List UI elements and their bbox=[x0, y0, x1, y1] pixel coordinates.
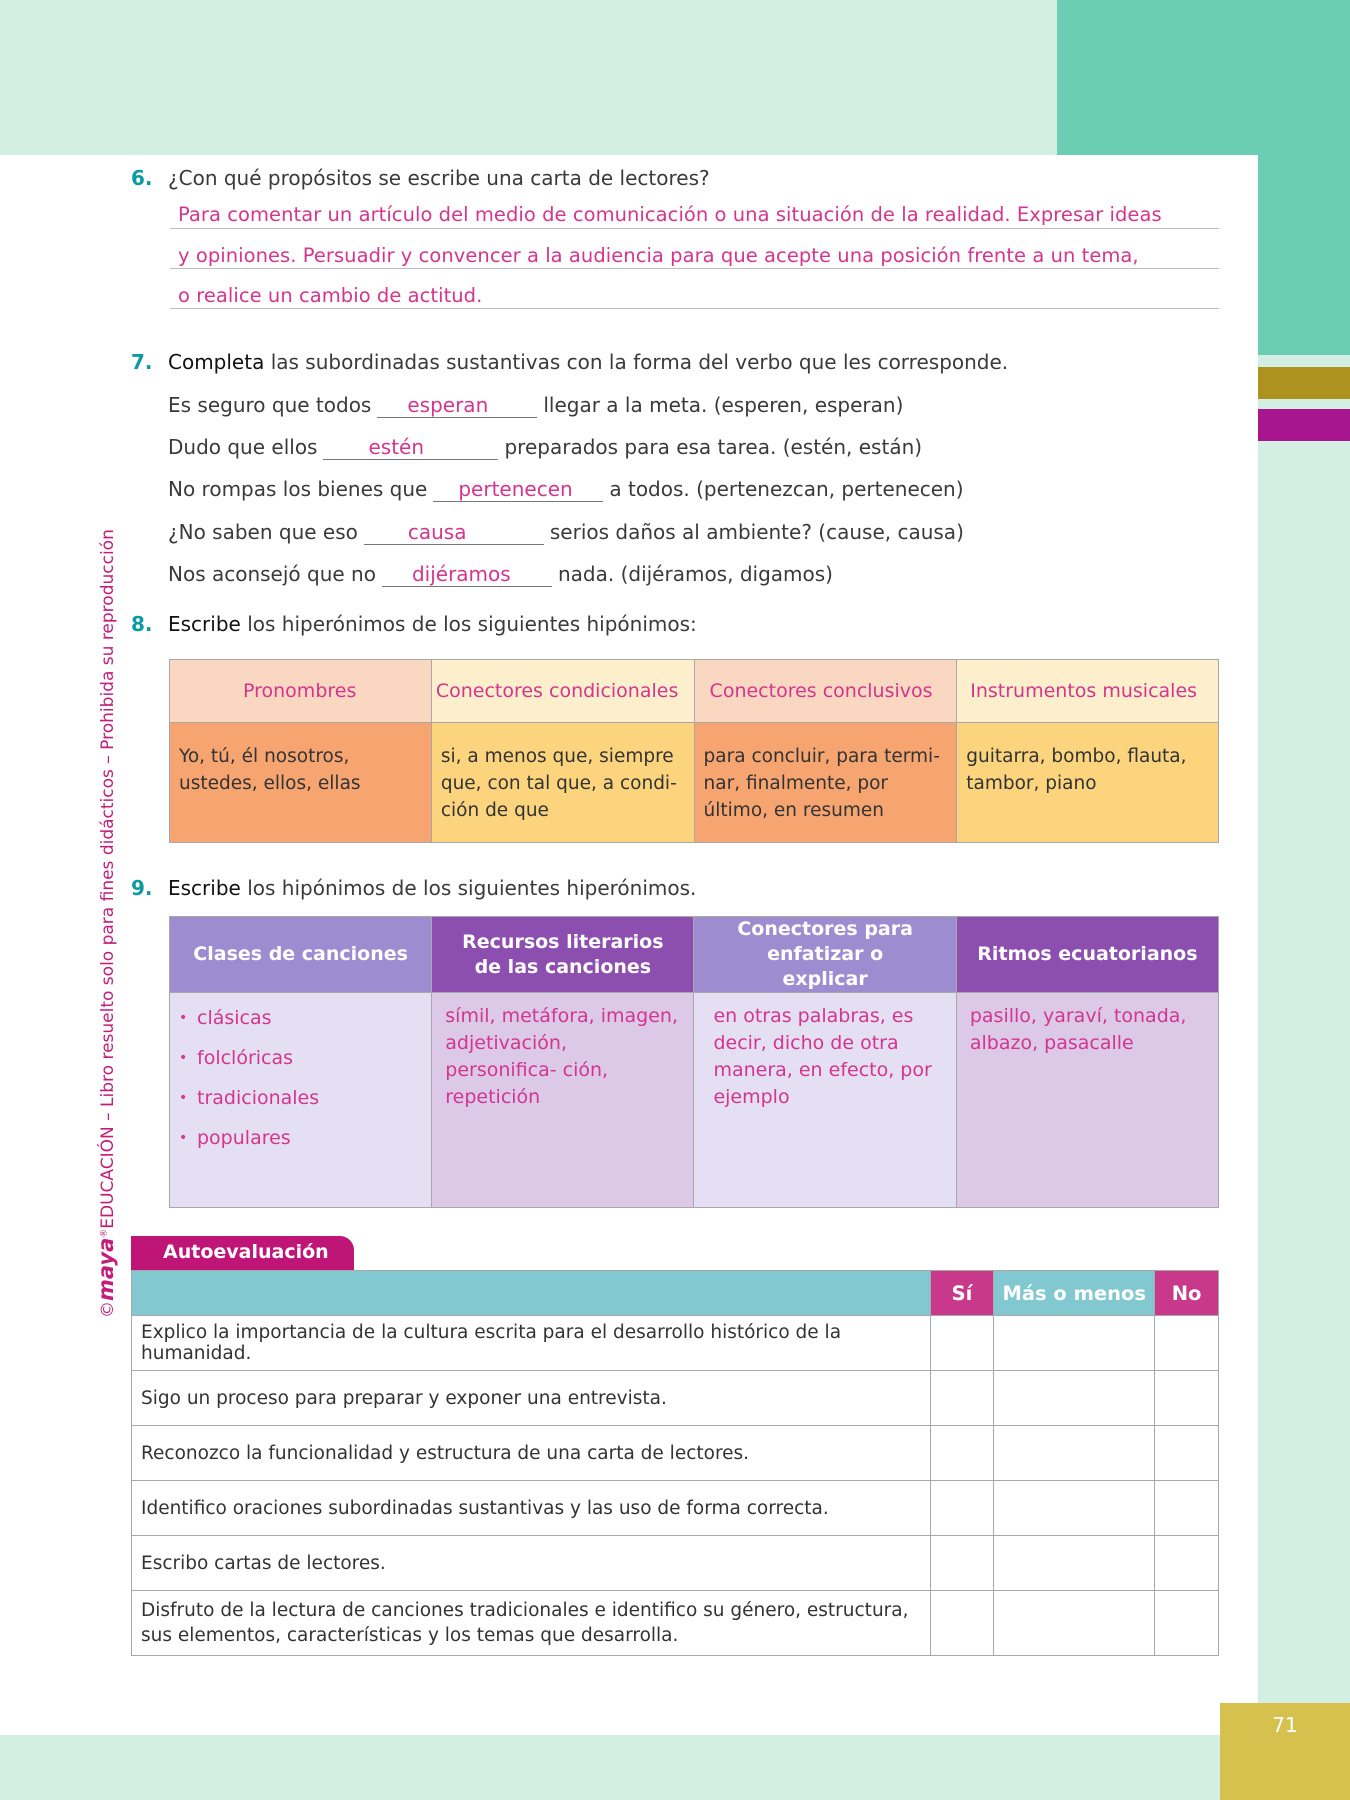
q7-item-before: No rompas los bienes que bbox=[168, 477, 428, 501]
q8-cell: para concluir, para termi- nar, finalmente, por último, en resumen bbox=[694, 723, 957, 843]
list-item bbox=[179, 1125, 419, 1165]
q8-cell: guitarra, bombo, flauta, tambor, piano bbox=[957, 723, 1219, 843]
checkbox-si[interactable] bbox=[930, 1481, 994, 1536]
q9-cell bbox=[170, 993, 432, 1208]
q6-answer-line-2: y opiniones. Persuadir y convencer a la audiencia para que acepte una posición frente a un tema, bbox=[178, 244, 1139, 267]
q9-instruction-text: los hipónimos de los siguientes hiperónimos. bbox=[247, 876, 697, 900]
q9-header-cell: Conectores para enfatizar o explicar bbox=[694, 917, 956, 993]
copyright-symbol: © bbox=[98, 1301, 118, 1318]
q8-header-cell: Instrumentos musicales bbox=[957, 660, 1219, 723]
table-row bbox=[132, 1536, 1219, 1591]
checkbox-no[interactable] bbox=[1155, 1371, 1219, 1426]
q7-item-after: preparados para esa tarea. (estén, están) bbox=[504, 435, 923, 459]
q7-item-after: llegar a la meta. (esperen, esperan) bbox=[543, 393, 904, 417]
checkbox-mas-o-menos[interactable] bbox=[994, 1481, 1155, 1536]
credit-text: EDUCACIÓN – Libro resuelto solo para fines didácticos – Prohibida su reproducción bbox=[98, 529, 118, 1229]
q8-cell: si, a menos que, siempre que, con tal que, a condi- ción de que bbox=[431, 723, 694, 843]
q6-question: ¿Con qué propósitos se escribe una carta de lectores? bbox=[168, 166, 710, 190]
q8-header-row bbox=[170, 660, 1219, 723]
criterion-text: Reconozco la funcionalidad y estructura de una carta de lectores. bbox=[132, 1426, 931, 1481]
q9-header-cell: Ritmos ecuatorianos bbox=[956, 917, 1218, 993]
q9-cell: símil, metáfora, imagen, adjetivación, personifica- ción, repetición bbox=[432, 993, 694, 1208]
q8-cell: Yo, tú, él nosotros, ustedes, ellos, ellas bbox=[170, 723, 432, 843]
q7-item-after: nada. (dijéramos, digamos) bbox=[557, 562, 833, 586]
table-row bbox=[132, 1316, 1219, 1371]
checkbox-no[interactable] bbox=[1155, 1536, 1219, 1591]
q7-item-answer: causa bbox=[364, 520, 544, 545]
q7-verb: Completa bbox=[168, 350, 265, 374]
table-row bbox=[132, 1591, 1219, 1656]
column-header-si: Sí bbox=[930, 1271, 994, 1316]
bullet-icon: • bbox=[179, 1050, 188, 1066]
list-item-text: folclóricas bbox=[197, 1047, 294, 1069]
q8-instruction-text: los hiperónimos de los siguientes hipónimos: bbox=[247, 612, 697, 636]
list-item-text: clásicas bbox=[197, 1007, 272, 1029]
checkbox-no[interactable] bbox=[1155, 1426, 1219, 1481]
checkbox-mas-o-menos[interactable] bbox=[994, 1591, 1155, 1656]
checkbox-si[interactable] bbox=[930, 1591, 994, 1656]
criterion-text: Escribo cartas de lectores. bbox=[132, 1536, 931, 1591]
q7-item-before: Es seguro que todos bbox=[168, 393, 372, 417]
q8-verb: Escribe bbox=[168, 612, 241, 636]
q9-verb: Escribe bbox=[168, 876, 241, 900]
brand-logo: maya bbox=[94, 1237, 118, 1301]
checkbox-no[interactable] bbox=[1155, 1316, 1219, 1371]
column-header-mas-o-menos: Más o menos bbox=[994, 1271, 1155, 1316]
q9-instruction bbox=[168, 876, 696, 900]
bullet-icon: • bbox=[179, 1090, 188, 1106]
column-header-no: No bbox=[1155, 1271, 1219, 1316]
list-item bbox=[179, 1085, 419, 1125]
criterion-text: Sigo un proceso para preparar y exponer una entrevista. bbox=[132, 1371, 931, 1426]
olive-tab bbox=[1258, 367, 1350, 399]
q8-header-cell: Conectores condicionales bbox=[431, 660, 694, 723]
autoevaluacion-table bbox=[131, 1270, 1219, 1656]
checkbox-mas-o-menos[interactable] bbox=[994, 1316, 1155, 1371]
q7-instruction-text: las subordinadas sustantivas con la forma del verbo que les corresponde. bbox=[270, 350, 1009, 374]
q7-item bbox=[168, 435, 922, 460]
q9-cell: en otras palabras, es decir, dicho de otra manera, en efecto, por ejemplo bbox=[694, 993, 956, 1208]
q9-number: 9. bbox=[131, 876, 153, 900]
list-item-text: tradicionales bbox=[197, 1087, 320, 1109]
q9-table bbox=[169, 916, 1219, 1208]
q9-cell: pasillo, yaraví, tonada, albazo, pasacalle bbox=[956, 993, 1218, 1208]
list-item-text: populares bbox=[197, 1127, 291, 1149]
q7-item-before: Dudo que ellos bbox=[168, 435, 318, 459]
q7-item-before: ¿No saben que eso bbox=[168, 520, 358, 544]
q7-item bbox=[168, 393, 903, 418]
q7-item-answer: dijéramos bbox=[382, 562, 552, 587]
bottom-band bbox=[0, 1735, 1350, 1800]
q6-answer-line-3: o realice un cambio de actitud. bbox=[178, 284, 483, 307]
q8-table bbox=[169, 659, 1219, 843]
autoevaluacion-header-row bbox=[132, 1271, 1219, 1316]
q7-item-after: serios daños al ambiente? (cause, causa) bbox=[549, 520, 964, 544]
q7-item-answer: esperan bbox=[377, 393, 537, 418]
q7-item-answer: estén bbox=[323, 435, 498, 460]
criterion-text: Disfruto de la lectura de canciones tradicionales e identifico su género, estructura, sus elementos, características y los temas que desarrolla. bbox=[132, 1591, 931, 1656]
checkbox-si[interactable] bbox=[930, 1316, 994, 1371]
criteria-header bbox=[132, 1271, 931, 1316]
q7-item bbox=[168, 520, 964, 545]
table-row bbox=[132, 1481, 1219, 1536]
q9-header-cell: Recursos literarios de las canciones bbox=[432, 917, 694, 993]
right-teal-tab bbox=[1258, 155, 1350, 355]
page-number: 71 bbox=[1220, 1703, 1350, 1800]
q7-instruction bbox=[168, 350, 1008, 374]
checkbox-mas-o-menos[interactable] bbox=[994, 1426, 1155, 1481]
q8-header-cell: Pronombres bbox=[170, 660, 432, 723]
q7-item-answer: pertenecen bbox=[433, 477, 603, 502]
q9-header-row bbox=[170, 917, 1219, 993]
criterion-text: Explico la importancia de la cultura escrita para el desarrollo histórico de la humanidad. bbox=[132, 1316, 931, 1371]
checkbox-no[interactable] bbox=[1155, 1481, 1219, 1536]
q9-body-row bbox=[170, 993, 1219, 1208]
list-item bbox=[179, 1005, 419, 1045]
q6-answer-line-1: Para comentar un artículo del medio de comunicación o una situación de la realidad. Expresar ideas bbox=[178, 203, 1162, 226]
checkbox-si[interactable] bbox=[930, 1371, 994, 1426]
bullet-icon: • bbox=[179, 1010, 188, 1026]
q7-item bbox=[168, 477, 964, 502]
checkbox-mas-o-menos[interactable] bbox=[994, 1371, 1155, 1426]
q8-header-cell: Conectores conclusivos bbox=[694, 660, 957, 723]
checkbox-si[interactable] bbox=[930, 1426, 994, 1481]
table-row bbox=[132, 1371, 1219, 1426]
q8-instruction bbox=[168, 612, 697, 636]
q9-header-cell: Clases de canciones bbox=[170, 917, 432, 993]
table-row bbox=[132, 1426, 1219, 1481]
q7-number: 7. bbox=[131, 350, 153, 374]
criterion-text: Identifico oraciones subordinadas sustantivas y las uso de forma correcta. bbox=[132, 1481, 931, 1536]
q8-body-row bbox=[170, 723, 1219, 843]
bullet-icon: • bbox=[179, 1130, 188, 1146]
checkbox-si[interactable] bbox=[930, 1536, 994, 1591]
registered-mark: ® bbox=[99, 1228, 110, 1238]
magenta-tab bbox=[1258, 409, 1350, 441]
autoevaluacion-tab: Autoevaluación bbox=[131, 1236, 354, 1270]
q9-song-classes-list bbox=[179, 1005, 419, 1165]
q6-number: 6. bbox=[131, 166, 153, 190]
q7-item-before: Nos aconsejó que no bbox=[168, 562, 376, 586]
checkbox-no[interactable] bbox=[1155, 1591, 1219, 1656]
checkbox-mas-o-menos[interactable] bbox=[994, 1536, 1155, 1591]
q8-number: 8. bbox=[131, 612, 153, 636]
q7-item bbox=[168, 562, 833, 587]
list-item bbox=[179, 1045, 419, 1085]
q7-item-after: a todos. (pertenezcan, pertenecen) bbox=[609, 477, 964, 501]
